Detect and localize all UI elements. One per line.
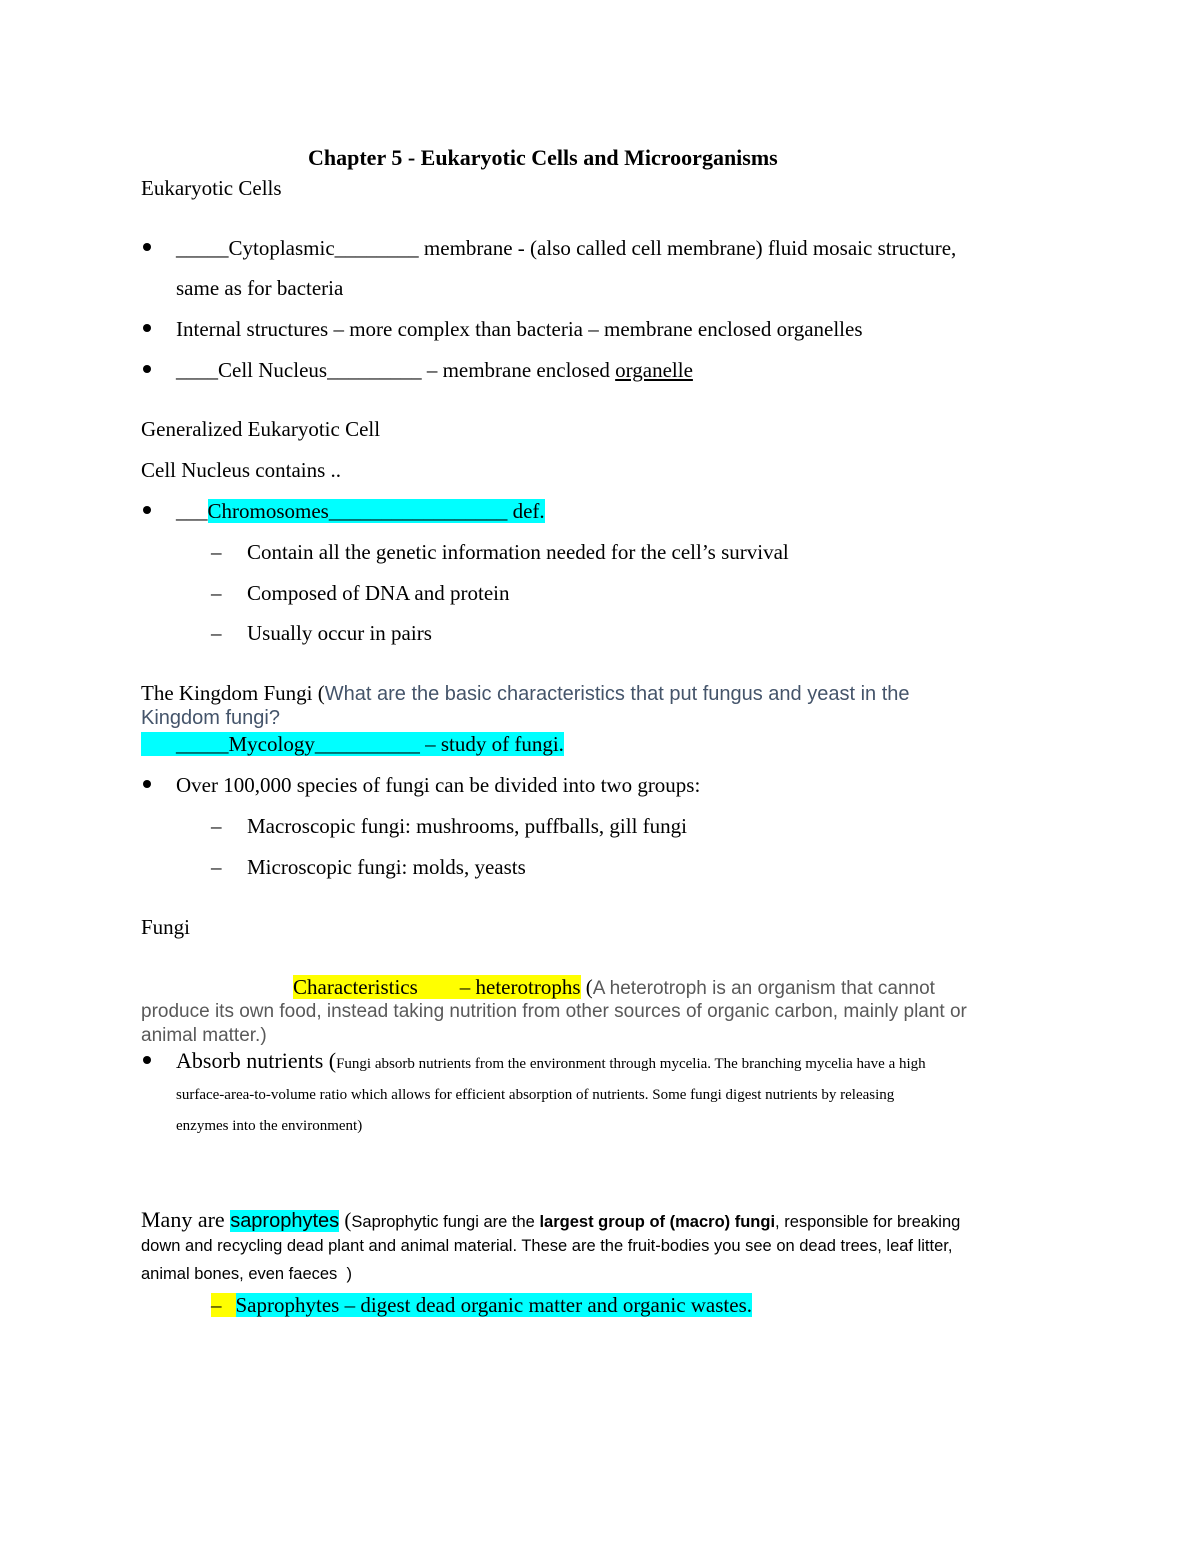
bullet-icon bbox=[143, 780, 151, 788]
saprophytes-note-cont: down and recycling dead plant and animal material. These are the fruit-bodies you see on dead trees, leaf litter, bbox=[141, 1237, 953, 1255]
characteristics-heterotrophs: Characteristics – heterotrophs bbox=[293, 975, 581, 999]
bullet-icon bbox=[143, 365, 151, 373]
characteristics-line: Characteristics – heterotrophs (A heterotroph is an organism that cannot bbox=[293, 975, 935, 999]
sub-item-microscopic: Microscopic fungi: molds, yeasts bbox=[247, 855, 526, 879]
sub-item-pairs: Usually occur in pairs bbox=[247, 621, 432, 645]
list-item-cell-nucleus: ____Cell Nucleus_________ – membrane enclosed organelle bbox=[176, 358, 693, 382]
term-cell-nucleus: Cell Nucleus bbox=[218, 358, 328, 382]
sub-item-macroscopic: Macroscopic fungi: mushrooms, puffballs, gill fungi bbox=[247, 814, 687, 838]
bullet-icon bbox=[143, 1056, 151, 1064]
list-item-internal-structures: Internal structures – more complex than bacteria – membrane enclosed organelles bbox=[176, 317, 863, 341]
heading-eukaryotic-cells: Eukaryotic Cells bbox=[141, 176, 282, 200]
dash-marker: – bbox=[211, 855, 222, 879]
saprophytes-definition: Saprophytes – digest dead organic matter and organic wastes. bbox=[235, 1293, 752, 1317]
bullet-icon bbox=[143, 506, 151, 514]
heading-generalized-cell: Generalized Eukaryotic Cell bbox=[141, 417, 381, 441]
heading-fungi: Fungi bbox=[141, 915, 191, 939]
bullet-icon bbox=[143, 324, 151, 332]
heading-kingdom-fungi: The Kingdom Fungi (What are the basic characteristics that put fungus and yeast in the bbox=[141, 681, 910, 705]
dash-marker: – bbox=[211, 1293, 236, 1317]
saprophytes-line: Many are saprophytes (Saprophytic fungi are the largest group of (macro) fungi, responsible for breaking bbox=[141, 1207, 961, 1232]
page-title: Chapter 5 - Eukaryotic Cells and Microorganisms bbox=[308, 145, 778, 170]
sub-item-genetic-info: Contain all the genetic information needed for the cell’s survival bbox=[247, 540, 789, 564]
bullet-icon bbox=[143, 243, 151, 251]
organelle-link[interactable]: organelle bbox=[615, 358, 693, 382]
kingdom-question-cont: Kingdom fungi? bbox=[141, 707, 280, 729]
absorb-note-end: enzymes into the environment) bbox=[176, 1118, 363, 1134]
nucleus-contains: Cell Nucleus contains .. bbox=[141, 458, 342, 482]
saprophytes-note-end: animal bones, even faeces ) bbox=[141, 1265, 352, 1283]
dash-marker: – bbox=[211, 814, 222, 838]
kingdom-question: What are the basic characteristics that put fungus and yeast in the bbox=[324, 683, 910, 705]
list-item-chromosomes: ___Chromosomes_________________ def. bbox=[176, 499, 545, 523]
largest-group-emphasis: largest group of (macro) fungi bbox=[539, 1213, 776, 1231]
heterotroph-note-cont: produce its own food, instead taking nutrition from other sources of organic carbon, mainly plant or bbox=[141, 1001, 967, 1022]
heterotroph-note: A heterotroph is an organism that cannot bbox=[592, 978, 935, 999]
list-item-mycology: _____Mycology__________ – study of fungi. bbox=[141, 731, 564, 757]
dash-marker: – bbox=[211, 581, 222, 605]
term-saprophytes: saprophytes bbox=[230, 1210, 340, 1232]
term-cytoplasmic: Cytoplasmic bbox=[228, 236, 335, 260]
list-item-fungi-groups: Over 100,000 species of fungi can be divided into two groups: bbox=[176, 773, 701, 797]
dash-marker: – bbox=[211, 621, 222, 645]
absorb-note: Fungi absorb nutrients from the environment through mycelia. The branching mycelia have a high bbox=[336, 1056, 926, 1072]
term-mycology: Mycology bbox=[228, 732, 315, 756]
absorb-note-cont: surface-area-to-volume ratio which allows for efficient absorption of nutrients. Some fungi digest nutrients by releasing bbox=[176, 1087, 895, 1103]
list-item-cytoplasmic-cont: same as for bacteria bbox=[176, 276, 344, 300]
list-item-absorb-nutrients: Absorb nutrients (Fungi absorb nutrients from the environment through mycelia. The branching mycelia have a high bbox=[176, 1048, 926, 1073]
term-chromosomes: Chromosomes_________________ def. bbox=[207, 499, 545, 523]
sub-item-dna-protein: Composed of DNA and protein bbox=[247, 581, 510, 605]
heterotroph-note-end: animal matter.) bbox=[141, 1025, 267, 1046]
dash-marker: – bbox=[211, 540, 222, 564]
sub-item-saprophytes bbox=[211, 1292, 752, 1318]
list-item-cytoplasmic: _____Cytoplasmic________ membrane - (also called cell membrane) fluid mosaic structure, bbox=[176, 236, 957, 260]
